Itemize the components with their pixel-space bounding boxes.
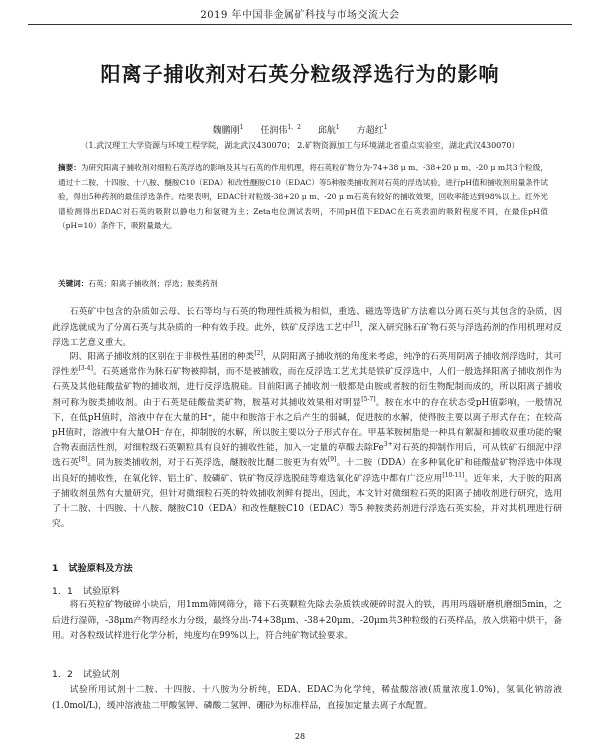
paper-title: 阳离子捕收剂对石英分粒级浮选行为的影响 (100, 62, 500, 86)
keywords (58, 278, 548, 289)
page-number: 28 (294, 732, 306, 741)
materials-paragraph: 将石英粒矿物破碎小块后，用1mm筛网筛分，筛下石英颗粒先除去杂质铁或硬碎时混入的铁，再用玛瑙研磨机磨细5min，之后进行湿筛，-38μm产物再经水力分级，最终分出-74+38μm、-38+20μm、-20μm共3种粒级的石英样品，放入烘箱中烘干，备用。对各粒级试样进行化学分析，纯度均在99%以上，符合纯矿物试验要求。 (52, 600, 562, 641)
keywords-label: 关键词： (58, 279, 89, 288)
author: 方超红$^1$ (356, 124, 388, 136)
author-list (0, 123, 600, 136)
author: 魏鹏刚$^1$ (212, 124, 244, 136)
abstract-text: 为研究阳离子捕收剂对细粒石英浮选的影响及其与石英的作用机理，将石英粒矿物分为-74+38 μ m、-38+20 μ m、-20 μ m共3个粒级，通过十二胺、十四胺、十八胺、醚胺C10（EDA）和改性醚胺C10（EDAC）等5种胺类捕收剂对石英的浮选试验，进行pH值和捕收剂用量条件试验，得出5种药剂的最佳浮选条件。结果表明，EDAC针对粒级-38+20 μ m、-20 μ m石英有较好的捕收效果，回收率能达到98%以上。红外光谱检测得出EDAC对石英的吸附以静电力和氢键为主；Zeta电位测试表明，不同pH值下EDAC在石英表面的吸附程度不同，在最佳pH值（pH=10）条件下，吸附量最大。 (58, 163, 548, 231)
subsection-heading: 1．2 试验试剂 (52, 669, 120, 680)
abstract (58, 161, 548, 234)
section-heading: 1 试验原料及方法 (52, 563, 133, 574)
header-rule (28, 24, 572, 25)
keywords-text: 石英；阳离子捕收剂；浮选；胺类药剂 (88, 279, 218, 288)
affiliation: （1.武汉理工大学资源与环境工程学院，湖北武汉430070； 2.矿物资源加工与环境湖北省重点实验室，湖北武汉430070） (80, 141, 520, 150)
intro-paragraph-2: 阴、阳离子捕收剂的区别在于非极性基团的种类[2]，从阴阳离子捕收剂的角度来考虑，纯净的石英用阴离子捕收剂浮选时，其可浮性差[3-4]。石英通常作为脉石矿物被抑制，而不是被捕收，而在反浮选工艺尤其是铁矿反浮选中，人们一般选择阳离子捕收剂作为石英及其他硅酸盐矿物的捕收剂，进行反浮选脱硅。目前阳离子捕收剂一般都是由胺或者胺的衍生物配制而成的，所以阳离子捕收剂可称为胺类捕收剂。由于石英是硅酸盐类矿物，胺基对其捕收效果相对明显[5-7]。胺在水中的存在状态受pH值影响，一般情况下，在低pH值时，溶液中存在大量的H⁺，能中和胺溶于水之后产生的弱碱，促进胺的水解，使得胺主要以离子形式存在；在较高pH值时，溶液中有大量OH⁻存在，抑制胺的水解，所以胺主要以分子形式存在。甲基苯胺树脂是一种具有絮凝和捕收双重功能的聚合物表面活性剂，对细粒级石英颗粒具有良好的捕收性能，加入一定量的草酸去除$Fe^{3+}$对石英的抑制作用后，可从铁矿石细泥中浮选石英[8]。同为胺类捕收剂，对于石英浮选，醚胺胺比醚二胺更为有效[9]。十二胺（DDA）在多种氧化矿和硅酸盐矿物浮选中体现出良好的捕收性，在氧化锌、铝土矿、胶磷矿、铁矿物反浮选脱硅等难选氧化矿浮选中都有广泛应用[10-11]。近年来，大于胺的阳离子捕收剂虽然有大量研究，但针对微细粒石英的特效捕收剂鲜有提出，因此，本文针对微细粒石英的阳离子捕收剂进行研究，选用了十二胺、十四胺、十八胺、醚胺C10（EDA）和改性醚胺C10（EDAC）等5 种胺类药剂进行浮选石英实验，并对其机理进行研究。 (52, 350, 562, 530)
reagents-paragraph: 试验所用试剂十二胺、十四胺、十八胺为分析纯，EDA、EDAC为化学纯，稀盐酸溶液(质量浓度1.0%)，氢氧化钠溶液(1.0mol/L)，缓冲溶液盐二甲酸氢钾、磷酸二氢钾、硼砂为标准样品，直接加定量去离子水配置。 (52, 685, 562, 711)
author: 任润伟$^{1,2}$ (260, 124, 301, 136)
author: 邱航$^1$ (317, 124, 340, 136)
intro-paragraph-1: 石英矿中包含的杂质如云母、长石等均与石英的物理性质极为相似，重选、磁选等选矿方法难以分离石英与其包含的杂质，因此浮选就成为了分离石英与其杂质的一种有效手段。此外，铁矿反浮选工艺中[1]，深入研究脉石矿物石英与浮选药剂的作用机理对反浮选工艺意义重大。 (52, 307, 562, 348)
running-header: 2019 年中国非金属矿科技与市场交流大会 (200, 10, 400, 21)
abstract-label: 摘要： (58, 163, 81, 172)
subsection-heading: 1．1 试验原料 (52, 586, 120, 597)
